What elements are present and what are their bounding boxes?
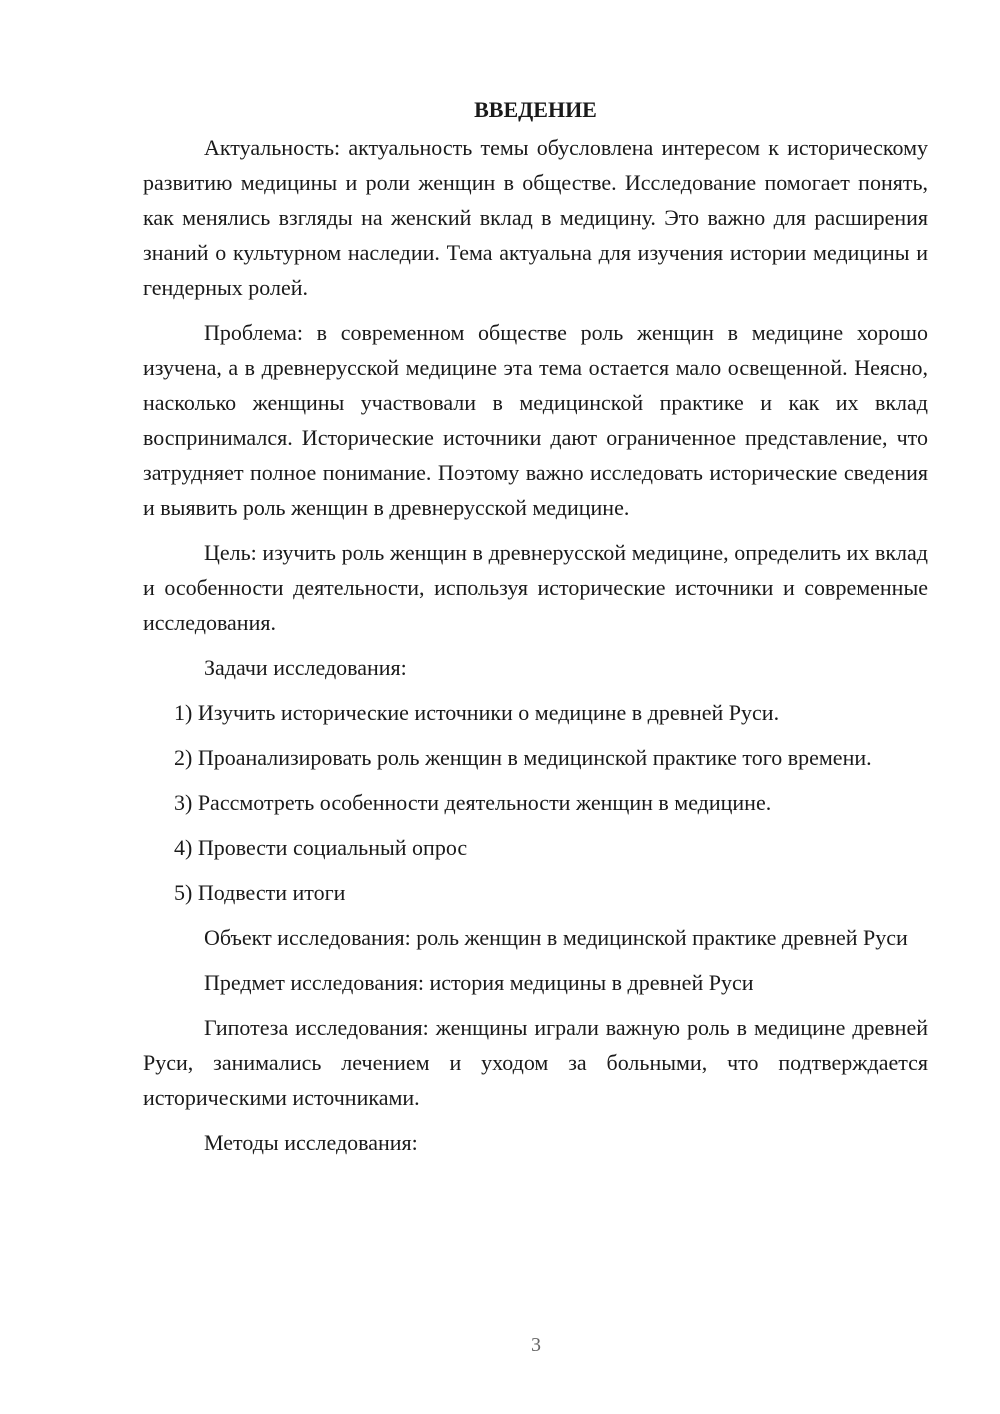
methods-heading: Методы исследования: (204, 1130, 418, 1155)
task-item-1: 1) Изучить исторические источники о медицине в древней Руси. (174, 700, 780, 725)
goal-paragraph: Цель: изучить роль женщин в древнерусской медицине, определить их вклад и особенности деятельности, используя исторические источники и современные исследования. (143, 540, 928, 635)
task-item-5: 5) Подвести итоги (174, 880, 346, 905)
hypothesis-paragraph: Гипотеза исследования: женщины играли важную роль в медицине древней Руси, занимались лечением и уходом за больными, что подтверждается историческими источниками. (143, 1015, 928, 1110)
tasks-heading: Задачи исследования: (204, 655, 407, 680)
page-number: 3 (531, 1334, 541, 1356)
subject-paragraph: Предмет исследования: история медицины в древней Руси (204, 970, 754, 995)
object-paragraph: Объект исследования: роль женщин в медицинской практике древней Руси (204, 925, 908, 950)
problem-paragraph: Проблема: в современном обществе роль женщин в медицине хорошо изучена, а в древнерусской медицине эта тема остается мало освещенной. Неясно, насколько женщины участвовали в медицинской практике и как их вклад воспринимался. Исторические источники дают ограниченное представление, что затрудняет полное понимание. Поэтому важно исследовать исторические сведения и выявить роль женщин в древнерусской медицине. (143, 320, 928, 520)
task-item-2: 2) Проанализировать роль женщин в медицинской практике того времени. (174, 745, 872, 770)
task-item-4: 4) Провести социальный опрос (174, 835, 468, 860)
relevance-paragraph: Актуальность: актуальность темы обусловлена интересом к историческому развитию медицины и роли женщин в обществе. Исследование помогает понять, как менялись взгляды на женский вклад в медицину. Это важно для расширения знаний о культурном наследии. Тема актуальна для изучения истории медицины и гендерных ролей. (143, 135, 928, 300)
section-title: ВВЕДЕНИЕ (474, 97, 597, 122)
task-item-3: 3) Рассмотреть особенности деятельности женщин в медицине. (174, 790, 772, 815)
document-page (143, 92, 928, 1170)
